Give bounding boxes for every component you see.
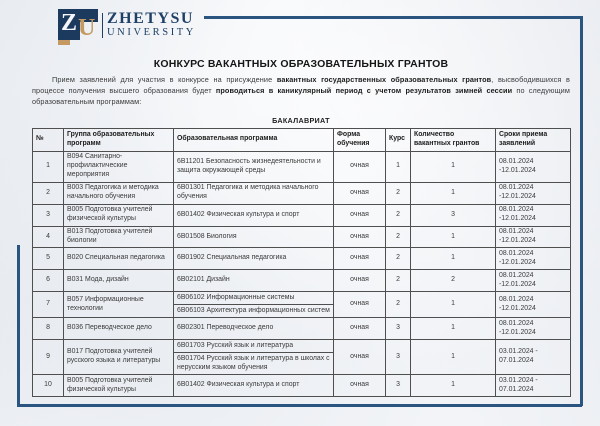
cell-group: B036 Переводческое дело: [64, 318, 174, 340]
header-num: №: [33, 128, 64, 151]
cell-group: B031 Мода, дизайн: [64, 270, 174, 292]
cell-num: 4: [33, 226, 64, 248]
cell-course: 3: [386, 318, 411, 340]
header-dates: Сроки приема заявлений: [496, 128, 571, 151]
intro-segment: по следующим образовательным программам:: [32, 85, 570, 106]
cell-program: [174, 292, 334, 318]
cell-grants: 1: [411, 375, 496, 397]
cell-form: очная: [334, 182, 386, 204]
cell-num: 2: [33, 182, 64, 204]
header-course: Курс: [386, 128, 411, 151]
cell-grants: 2: [411, 270, 496, 292]
wordmark-subtitle: UNIVERSITY: [107, 27, 196, 38]
cell-program: 6B11201 Безопасность жизнедеятельности и защита окружающей среды: [174, 151, 334, 182]
table-header-row: [33, 128, 571, 151]
cell-dates: 03.01.2024 - 07.01.2024: [496, 340, 571, 375]
cell-num: 5: [33, 248, 64, 270]
cell-course: 2: [386, 248, 411, 270]
section-label: БАКАЛАВРИАТ: [272, 115, 330, 125]
cell-dates: 08.01.2024 -12.01.2024: [496, 270, 571, 292]
cell-form: очная: [334, 340, 386, 375]
cell-course: 3: [386, 375, 411, 397]
cell-dates: 08.01.2024 -12.01.2024: [496, 182, 571, 204]
frame-right-line: [580, 16, 583, 406]
cell-course: 2: [386, 226, 411, 248]
cell-num: 6: [33, 270, 64, 292]
program-subcell: 6B06102 Информационные системы: [174, 292, 333, 305]
cell-group: B094 Санитарно-профилактические мероприятия: [64, 151, 174, 182]
cell-dates: 08.01.2024 -12.01.2024: [496, 292, 571, 318]
cell-grants: 1: [411, 318, 496, 340]
cell-form: очная: [334, 318, 386, 340]
intro-segment: Прием заявлений для участия в конкурсе на присуждение: [52, 75, 277, 84]
cell-course: 2: [386, 204, 411, 226]
cell-num: 9: [33, 340, 64, 375]
table-row: [33, 292, 571, 318]
cell-form: очная: [334, 375, 386, 397]
cell-grants: 1: [411, 226, 496, 248]
cell-grants: 1: [411, 182, 496, 204]
cell-group: B003 Педагогика и методика начального обучения: [64, 182, 174, 204]
table-row: [33, 340, 571, 375]
table-row: [33, 375, 571, 397]
logo-letter-u: U: [78, 15, 96, 41]
table-row: [33, 182, 571, 204]
intro-paragraph: [32, 75, 570, 108]
cell-group: B005 Подготовка учителей физической культуры: [64, 375, 174, 397]
cell-dates: 08.01.2024 -12.01.2024: [496, 226, 571, 248]
cell-form: очная: [334, 270, 386, 292]
wordmark-name: ZHETYSU: [107, 10, 194, 27]
cell-grants: 1: [411, 292, 496, 318]
header-program: Образовательная программа: [174, 128, 334, 151]
cell-grants: 1: [411, 151, 496, 182]
intro-segment: , высвободившихся в процессе получения высшего образования будет: [32, 75, 570, 95]
intro-bold-segment: вакантных государственных образовательных грантов: [276, 75, 492, 84]
cell-dates: 03.01.2024 - 07.01.2024: [496, 375, 571, 397]
cell-num: 10: [33, 375, 64, 397]
university-logo: [58, 9, 98, 47]
grants-table: [32, 128, 571, 397]
header-group: Группа образовательных программ: [64, 128, 174, 151]
cell-num: 7: [33, 292, 64, 318]
table-row: [33, 248, 571, 270]
cell-program: 6B01508 Биология: [174, 226, 334, 248]
cell-group: B005 Подготовка учителей физической культуры: [64, 204, 174, 226]
cell-course: 2: [386, 270, 411, 292]
cell-course: 2: [386, 182, 411, 204]
cell-dates: 08.01.2024 -12.01.2024: [496, 318, 571, 340]
document-content: [32, 58, 570, 397]
logo-divider-line: [102, 13, 103, 38]
cell-grants: 1: [411, 248, 496, 270]
cell-course: 3: [386, 340, 411, 375]
cell-program: 6B01402 Физическая культура и спорт: [174, 204, 334, 226]
cell-num: 1: [33, 151, 64, 182]
cell-program: 6B02301 Переводческое дело: [174, 318, 334, 340]
frame-left-line: [17, 245, 20, 406]
logo-tan-bar: [58, 40, 70, 45]
cell-grants: 3: [411, 204, 496, 226]
logo-letter-z: Z: [61, 10, 78, 36]
cell-group: B013 Подготовка учителей биологии: [64, 226, 174, 248]
cell-program: 6B02101 Дизайн: [174, 270, 334, 292]
cell-dates: 08.01.2024 -12.01.2024: [496, 248, 571, 270]
cell-dates: 08.01.2024 -12.01.2024: [496, 204, 571, 226]
frame-bottom-line: [17, 404, 582, 407]
header-grants: Количество вакантных грантов: [411, 128, 496, 151]
table-row: [33, 270, 571, 292]
table-row: [33, 204, 571, 226]
cell-course: 1: [386, 151, 411, 182]
cell-form: очная: [334, 151, 386, 182]
program-subcell: 6B01704 Русский язык и литература в школах с нерусским языком обучения: [177, 354, 330, 371]
cell-num: 3: [33, 204, 64, 226]
cell-form: очная: [334, 204, 386, 226]
cell-form: очная: [334, 248, 386, 270]
frame-top-line: [204, 16, 581, 19]
cell-grants: 1: [411, 340, 496, 375]
program-subcell: 6B01703 Русский язык и литература: [174, 340, 333, 353]
cell-program: 6B01301 Педагогика и методика начального обучения: [174, 182, 334, 204]
table-row: [33, 151, 571, 182]
program-subcell: 6B06103 Архитектура информационных систем: [177, 306, 330, 314]
cell-group: B017 Подготовка учителей русского языка и литературы: [64, 340, 174, 375]
table-row: [33, 226, 571, 248]
cell-course: 2: [386, 292, 411, 318]
cell-form: очная: [334, 226, 386, 248]
cell-group: B020 Специальная педагогика: [64, 248, 174, 270]
intro-bold-segment: проводиться в каникулярный период с учетом результатов зимней сессии: [215, 85, 513, 95]
document-title: КОНКУРС ВАКАНТНЫХ ОБРАЗОВАТЕЛЬНЫХ ГРАНТОВ: [153, 58, 449, 70]
cell-program: 6B01902 Специальная педагогика: [174, 248, 334, 270]
cell-form: очная: [334, 292, 386, 318]
cell-dates: 08.01.2024 -12.01.2024: [496, 151, 571, 182]
cell-program: 6B01402 Физическая культура и спорт: [174, 375, 334, 397]
cell-group: B057 Информационные технологии: [64, 292, 174, 318]
table-row: [33, 318, 571, 340]
university-wordmark: [107, 10, 196, 39]
header-form: Форма обучения: [334, 128, 386, 151]
cell-program: [174, 340, 334, 375]
cell-num: 8: [33, 318, 64, 340]
